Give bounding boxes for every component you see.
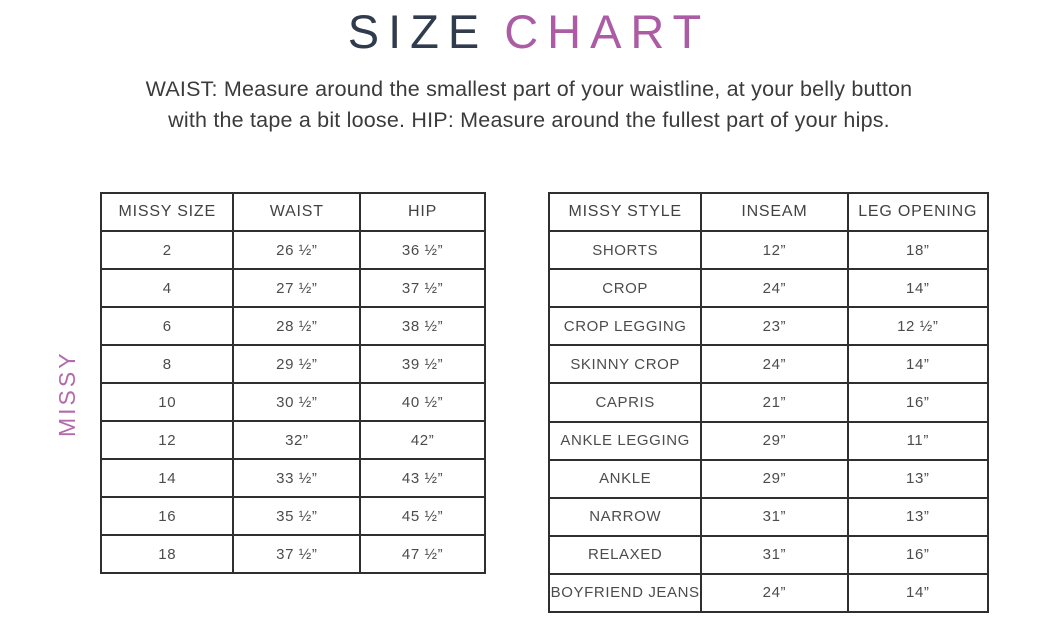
table-row: [549, 269, 988, 307]
table-cell: SHORTS: [549, 231, 701, 269]
table-cell: 13”: [848, 460, 989, 498]
table-row: [549, 498, 988, 536]
table-cell: 14: [101, 459, 233, 497]
table-row: [101, 383, 485, 421]
missy-style-table: [548, 192, 989, 613]
column-header: INSEAM: [701, 193, 847, 231]
table-cell: 8: [101, 345, 233, 383]
missy-vertical-label: MISSY: [54, 350, 80, 437]
table-cell: CAPRIS: [549, 383, 701, 421]
column-header: MISSY STYLE: [549, 193, 701, 231]
table-cell: RELAXED: [549, 536, 701, 574]
table-cell: 47 ½”: [360, 535, 485, 573]
table-cell: 14”: [848, 269, 989, 307]
table-cell: 28 ½”: [233, 307, 360, 345]
table-cell: 10: [101, 383, 233, 421]
table-cell: 29”: [701, 460, 847, 498]
table-row: [101, 421, 485, 459]
table-cell: 24”: [701, 345, 847, 383]
header-row: [101, 193, 485, 231]
table-row: [549, 383, 988, 421]
table-cell: 2: [101, 231, 233, 269]
table-cell: 37 ½”: [233, 535, 360, 573]
table-cell: NARROW: [549, 498, 701, 536]
table-cell: 45 ½”: [360, 497, 485, 535]
title-word-size: SIZE: [347, 5, 489, 58]
table-cell: 24”: [701, 269, 847, 307]
table-cell: 40 ½”: [360, 383, 485, 421]
table-cell: 13”: [848, 498, 989, 536]
table-cell: 29 ½”: [233, 345, 360, 383]
table-row: [101, 269, 485, 307]
table-row: [549, 231, 988, 269]
table-row: [549, 536, 988, 574]
table-cell: 16”: [848, 536, 989, 574]
table-cell: 12 ½”: [848, 307, 989, 345]
column-header: HIP: [360, 193, 485, 231]
table-row: [101, 459, 485, 497]
measurement-instructions: [0, 74, 1058, 136]
table-cell: 39 ½”: [360, 345, 485, 383]
table-cell: 27 ½”: [233, 269, 360, 307]
table-cell: 26 ½”: [233, 231, 360, 269]
column-header: MISSY SIZE: [101, 193, 233, 231]
table-cell: 35 ½”: [233, 497, 360, 535]
table-cell: 30 ½”: [233, 383, 360, 421]
table-row: [101, 345, 485, 383]
table-cell: 4: [101, 269, 233, 307]
page-title: [0, 4, 1058, 59]
table-row: [549, 460, 988, 498]
table-cell: BOYFRIEND JEANS: [549, 574, 701, 612]
title-word-chart: CHART: [504, 5, 711, 58]
table-cell: 6: [101, 307, 233, 345]
table-cell: 33 ½”: [233, 459, 360, 497]
table-cell: 43 ½”: [360, 459, 485, 497]
table-cell: 18: [101, 535, 233, 573]
table-cell: 42”: [360, 421, 485, 459]
table-cell: 29”: [701, 422, 847, 460]
table-row: [101, 231, 485, 269]
table-cell: ANKLE LEGGING: [549, 422, 701, 460]
table-cell: 18”: [848, 231, 989, 269]
table-row: [549, 345, 988, 383]
table-cell: CROP LEGGING: [549, 307, 701, 345]
instructions-line-2: with the tape a bit loose. HIP: Measure around the fullest part of your hips.: [168, 108, 890, 132]
table-cell: 12: [101, 421, 233, 459]
table-cell: 32”: [233, 421, 360, 459]
table-cell: 23”: [701, 307, 847, 345]
table-cell: ANKLE: [549, 460, 701, 498]
table-cell: 36 ½”: [360, 231, 485, 269]
table-row: [549, 422, 988, 460]
instructions-line-1: WAIST: Measure around the smallest part of your waistline, at your belly button: [145, 77, 913, 101]
table-row: [549, 307, 988, 345]
table-cell: CROP: [549, 269, 701, 307]
table-cell: 14”: [848, 345, 989, 383]
table-cell: SKINNY CROP: [549, 345, 701, 383]
table-row: [101, 307, 485, 345]
table-cell: 11”: [848, 422, 989, 460]
table-row: [549, 574, 988, 612]
column-header: LEG OPENING: [848, 193, 989, 231]
table-cell: 14”: [848, 574, 989, 612]
table-cell: 21”: [701, 383, 847, 421]
column-header: WAIST: [233, 193, 360, 231]
table-cell: 37 ½”: [360, 269, 485, 307]
table-cell: 16”: [848, 383, 989, 421]
table-row: [101, 497, 485, 535]
table-row: [101, 535, 485, 573]
table-cell: 38 ½”: [360, 307, 485, 345]
table-cell: 31”: [701, 498, 847, 536]
header-row: [549, 193, 988, 231]
missy-size-table: [100, 192, 486, 574]
table-cell: 31”: [701, 536, 847, 574]
table-cell: 12”: [701, 231, 847, 269]
table-cell: 16: [101, 497, 233, 535]
table-cell: 24”: [701, 574, 847, 612]
